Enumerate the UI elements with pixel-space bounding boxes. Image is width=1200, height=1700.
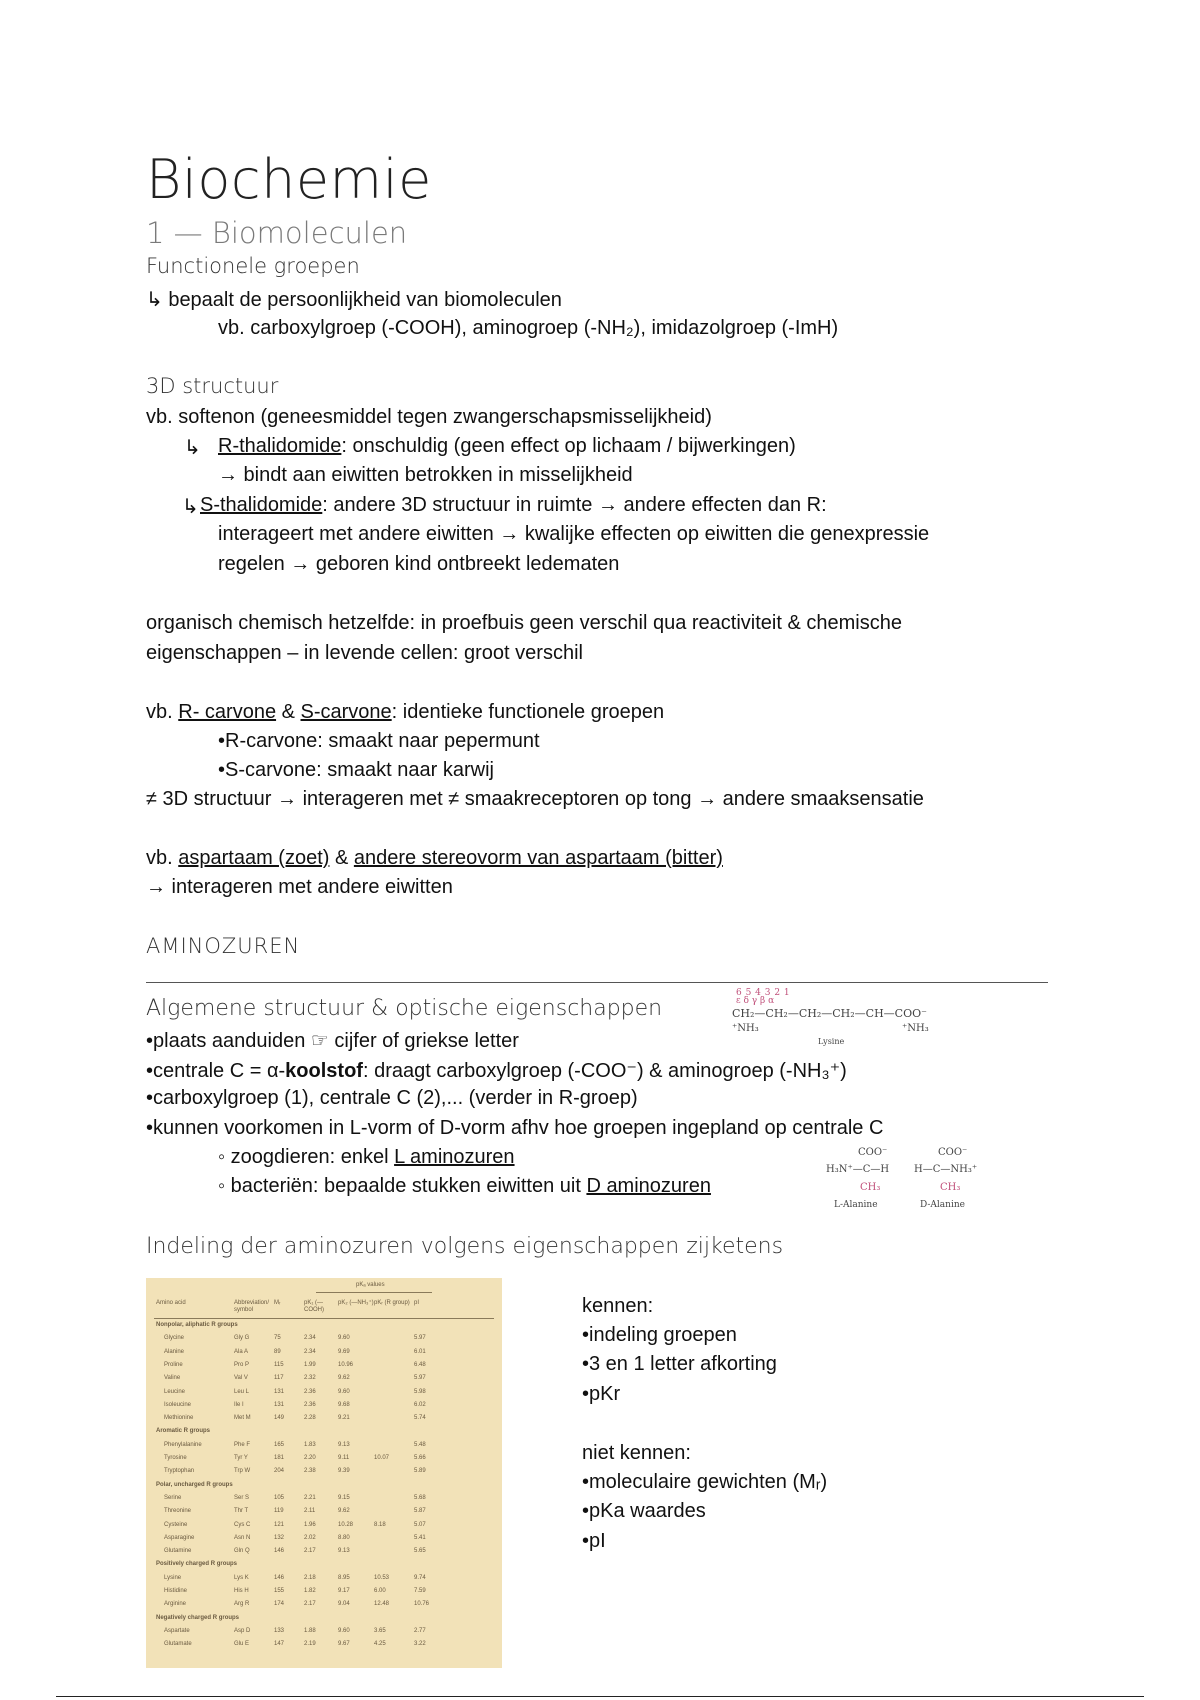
table-cell: 115 [274,1361,284,1368]
text-line: eigenschappen – in levende cellen: groot verschil [146,642,583,664]
table-cell: Asn N [234,1534,251,1541]
table-cell: 9.04 [338,1601,350,1608]
table-cell: 146 [274,1574,285,1581]
table-header-cell: Mᵣ [274,1300,281,1306]
bullet-item: •pKa waardes [582,1500,706,1522]
table-cell: 2.36 [304,1401,316,1408]
table-cell: Tryptophan [164,1468,195,1475]
table-cell: 9.11 [338,1455,350,1461]
table-cell: 2.02 [304,1534,316,1541]
table-cell: 7.59 [414,1588,426,1594]
table-rule [316,1292,432,1293]
table-cell: Arg R [234,1601,250,1608]
table-cell: 1.99 [304,1361,316,1368]
table-cell: Aspartate [164,1627,190,1634]
text-span: vb. [146,847,179,869]
lysine-structure-figure [732,988,942,1048]
bullet-item: •moleculaire gewichten (Mᵣ) [582,1471,828,1493]
r-carvone-term: R- carvone [178,701,277,723]
table-cell: Positively charged R groups [156,1561,238,1568]
table-cell: 105 [274,1494,285,1501]
text-line [146,847,723,870]
lysine-carbon-numbers: 6 5 4 3 2 1 [736,988,791,998]
bullet-item: •3 en 1 letter afkorting [582,1353,777,1375]
table-cell: 8.80 [338,1534,350,1541]
table-cell: 10.76 [414,1601,430,1608]
table-cell: 132 [274,1534,285,1541]
table-cell: 2.36 [304,1388,316,1395]
table-cell: 5.98 [414,1388,426,1395]
d-aminozuren-term: D aminozuren [586,1175,711,1197]
table-cell: 2.34 [304,1348,316,1355]
table-cell: 204 [274,1468,285,1475]
table-cell: 149 [274,1415,285,1422]
table-cell: 9.13 [338,1548,350,1555]
l-alanine-label: L-Alanine [834,1200,878,1210]
table-cell: Ser S [234,1494,250,1501]
table-cell: 131 [274,1388,285,1395]
text-span: & [276,701,301,723]
table-rule [154,1318,494,1319]
table-cell: Met M [234,1415,251,1422]
bullet-item: •indeling groepen [582,1324,737,1346]
table-cell: Serine [164,1494,182,1501]
table-cell: 121 [274,1521,285,1528]
heading-aminozuren: AMINOZUREN [146,934,301,958]
table-row [146,1548,502,1557]
text-line: ≠ 3D structuur → interageren met ≠ smaakreceptoren op tong → andere smaaksensatie [146,788,924,810]
table-row [146,1362,502,1371]
heading-3d-structuur: 3D structuur [146,374,279,398]
table-cell: 9.62 [338,1375,350,1382]
kennen-label: kennen: [582,1295,654,1317]
table-cell: 5.97 [414,1375,426,1382]
table-cell: 9.39 [338,1468,350,1475]
koolstof-term: koolstof [285,1060,363,1082]
table-cell: 10.96 [338,1361,354,1368]
table-cell: 5.48 [414,1441,426,1448]
s-thalidomide-term: S-thalidomide [200,494,323,516]
table-cell: 6.01 [414,1348,426,1355]
table-cell: 165 [274,1441,285,1448]
table-header-cell: Amino acid [156,1300,186,1306]
bullet-item: •carboxylgroep (1), centrale C (2),... (verder in R-groep) [146,1087,638,1109]
table-cell: 8.95 [338,1574,350,1581]
text-line [146,701,664,724]
d-alanine-carboxyl: COO⁻ [938,1147,968,1158]
table-row [146,1601,502,1610]
heading-algemene-structuur: Algemene structuur & optische eigenschappen [146,996,663,1021]
table-cell: 3.65 [374,1627,386,1634]
table-cell: Methionine [164,1415,194,1422]
bullet-item: •pI [582,1530,606,1552]
table-cell: 2.17 [304,1601,316,1608]
table-row [146,1495,502,1504]
table-header-cell: pI [414,1300,420,1306]
sub-bullet-item [218,1146,515,1169]
table-header-cell: pK₁ (—COOH) [304,1300,324,1313]
table-cell: Phenylalanine [164,1441,202,1448]
table-cell: Valine [164,1375,181,1382]
table-cell: 3.22 [414,1641,426,1648]
table-header-cell: pK₂ (—NH₃⁺) [338,1300,374,1306]
table-cell: Pro P [234,1361,250,1368]
table-cell: 5.89 [414,1468,426,1475]
page-title: Biochemie [146,148,432,211]
l-alanine-carboxyl: COO⁻ [858,1147,888,1158]
table-cell: Proline [164,1361,183,1368]
arrow-marker: ↳ [182,496,199,518]
table-row [146,1508,502,1517]
table-group-row [146,1428,502,1437]
table-cell: Tyrosine [164,1455,187,1461]
text-span: ◦ bacteriën: bepaalde stukken eiwitten uit [218,1175,587,1197]
text-span: : draagt carboxylgroep (-COO⁻) & aminogroep (-NH₃⁺) [362,1060,847,1082]
table-cell: 1.82 [304,1588,316,1594]
sub-bullet-item [218,1175,711,1198]
table-cell: 9.68 [338,1401,350,1408]
table-cell: Histidine [164,1588,188,1594]
table-cell: 5.87 [414,1508,426,1515]
table-cell: 2.21 [304,1494,316,1501]
heading-functionele-groepen: Functionele groepen [146,254,360,278]
l-aminozuren-term: L aminozuren [394,1146,515,1168]
table-cell: 5.07 [414,1521,426,1528]
table-cell: 2.38 [304,1468,316,1475]
table-cell: 10.07 [374,1455,390,1461]
lysine-amino-left: ⁺NH₃ [732,1023,759,1034]
heading-indeling: Indeling der aminozuren volgens eigenschappen zijketens [146,1234,784,1259]
l-alanine-methyl: CH₃ [860,1182,881,1193]
table-cell: 146 [274,1548,285,1555]
table-group-row [146,1322,502,1331]
table-cell: His H [234,1588,249,1594]
lysine-label: Lysine [818,1037,845,1046]
table-cell: 131 [274,1401,285,1408]
table-cell: 12.48 [374,1601,390,1608]
aspartaam-zoet-term: aspartaam (zoet) [178,847,330,869]
table-cell: 2.18 [304,1574,316,1581]
lysine-amino-right: ⁺NH₃ [902,1023,929,1034]
bullet-item [146,1058,847,1083]
table-cell: 9.62 [338,1508,350,1515]
l-alanine-center: H₃N⁺—C—H [826,1164,890,1175]
table-cell: 2.19 [304,1641,316,1648]
table-cell: 75 [274,1335,281,1342]
table-cell: Gly G [234,1335,250,1342]
table-cell: Cys C [234,1521,251,1528]
text-line: vb. carboxylgroep (-COOH), aminogroep (-NH₂), imidazolgroep (-ImH) [218,317,839,339]
table-cell: 155 [274,1588,285,1594]
table-cell: Lys K [234,1574,249,1581]
table-cell: 4.25 [374,1641,386,1648]
table-cell: Alanine [164,1348,185,1355]
table-cell: 10.53 [374,1574,390,1581]
chapter-subtitle: 1 — Biomoleculen [146,216,408,250]
table-cell: Threonine [164,1508,192,1515]
table-cell: 8.18 [374,1521,386,1528]
table-cell: 9.21 [338,1415,350,1422]
table-cell: Tyr Y [234,1455,248,1461]
text-span: •centrale C = α- [146,1060,286,1082]
table-cell: 6.00 [374,1588,386,1594]
table-cell: 1.88 [304,1627,316,1634]
table-cell: Polar, uncharged R groups [156,1481,233,1488]
text-line [218,435,796,458]
table-row [146,1375,502,1384]
table-cell: Aromatic R groups [156,1428,211,1435]
table-cell: 9.13 [338,1441,350,1448]
table-cell: 5.68 [414,1494,426,1501]
table-cell: 147 [274,1641,285,1648]
table-cell: 6.02 [414,1401,426,1408]
table-cell: Thr T [234,1508,249,1515]
s-carvone-term: S-carvone [300,701,392,723]
table-cell: Arginine [164,1601,187,1608]
bullet-item: •plaats aanduiden ☞ cijfer of griekse letter [146,1030,519,1052]
table-cell: Asparagine [164,1534,195,1541]
table-cell: Glutamine [164,1548,192,1555]
table-cell: 117 [274,1375,284,1382]
table-cell: Lysine [164,1574,182,1581]
table-row [146,1468,502,1477]
table-row [146,1389,502,1398]
table-cell: 2.28 [304,1415,316,1422]
niet-kennen-label: niet kennen: [582,1442,691,1464]
table-cell: 2.20 [304,1455,316,1461]
table-cell: 174 [274,1601,285,1608]
table-group-row [146,1615,502,1624]
text-span: : identieke functionele groepen [391,701,665,723]
table-cell: 2.11 [304,1508,316,1515]
table-cell: 9.69 [338,1348,350,1355]
d-alanine-methyl: CH₃ [940,1182,961,1193]
table-cell: Isoleucine [164,1401,192,1408]
aspartaam-bitter-term: andere stereovorm van aspartaam (bitter) [353,847,723,869]
table-cell: 2.77 [414,1627,426,1634]
table-cell: 9.60 [338,1627,350,1634]
table-row [146,1641,502,1650]
page-bottom-rule [56,1696,1144,1697]
table-cell: Trp W [234,1468,251,1475]
text-line: vb. softenon (geneesmiddel tegen zwangerschapsmisselijkheid) [146,406,712,428]
table-cell: 2.34 [304,1335,316,1342]
table-header-cell: Abbreviation/ symbol [234,1300,270,1313]
table-cell: 9.60 [338,1388,350,1395]
table-cell: Phe F [234,1441,251,1448]
table-top-header: pKₐ values [356,1282,385,1288]
table-group-row [146,1561,502,1570]
table-row [146,1415,502,1424]
text-line: interageert met andere eiwitten → kwalijke effecten op eiwitten die genexpressie [218,523,930,545]
table-row [146,1588,502,1597]
arrow-marker: ↳ [184,437,201,459]
table-cell: 5.97 [414,1335,426,1342]
bullet-item: •pKr [582,1383,621,1405]
table-cell: Negatively charged R groups [156,1614,240,1621]
table-cell: Val V [234,1375,248,1382]
d-alanine-label: D-Alanine [920,1200,965,1210]
table-cell: Glycine [164,1335,185,1342]
table-row [146,1522,502,1531]
table-cell: 89 [274,1348,281,1355]
table-cell: Ala A [234,1348,249,1355]
table-cell: 2.17 [304,1548,316,1555]
table-cell: 119 [274,1508,284,1515]
table-header-cell: pKᵣ (R group) [374,1300,410,1306]
text-span: vb. [146,701,179,723]
table-cell: 2.32 [304,1375,316,1382]
table-cell: Gln Q [234,1548,250,1555]
table-cell: 1.96 [304,1521,316,1528]
table-cell: 9.15 [338,1494,350,1501]
section-divider [146,982,1048,983]
table-row [146,1402,502,1411]
table-cell: 9.74 [414,1574,426,1581]
table-cell: 5.65 [414,1548,426,1555]
text-line: organisch chemisch hetzelfde: in proefbuis geen verschil qua reactiviteit & chemische [146,612,902,634]
table-cell: Nonpolar, aliphatic R groups [156,1322,238,1328]
table-cell: Cysteine [164,1521,188,1528]
table-cell: Glutamate [164,1641,192,1648]
alanine-structures-figure [820,1147,990,1227]
text-span: & [329,847,354,869]
text-line [200,494,827,517]
text-span: : onschuldig (geen effect op lichaam / bijwerkingen) [341,435,796,457]
bullet-item: •kunnen voorkomen in L-vorm of D-vorm afhv hoe groepen ingepland op centrale C [146,1117,884,1139]
lysine-greek-letters: ε δ γ β α [736,996,775,1006]
amino-acid-properties-table [146,1278,502,1668]
text-line: ↳ bepaalt de persoonlijkheid van biomoleculen [146,289,562,311]
table-cell: 133 [274,1627,285,1634]
table-row [146,1575,502,1584]
table-cell: 10.28 [338,1521,354,1528]
table-cell: 5.41 [414,1534,426,1541]
table-cell: Leu L [234,1388,250,1395]
text-span: ◦ zoogdieren: enkel [218,1146,395,1168]
table-row [146,1349,502,1358]
table-row [146,1535,502,1544]
text-line: → interageren met andere eiwitten [146,876,453,898]
table-row [146,1628,502,1637]
table-group-row [146,1482,502,1491]
table-cell: 5.66 [414,1455,426,1461]
table-row [146,1335,502,1344]
table-cell: 9.60 [338,1335,350,1342]
r-thalidomide-term: R-thalidomide [218,435,342,457]
table-cell: 9.67 [338,1641,350,1648]
d-alanine-center: H—C—NH₃⁺ [914,1164,978,1175]
table-cell: Glu E [234,1641,250,1648]
table-cell: Ile I [234,1401,244,1408]
text-span: : andere 3D structuur in ruimte → andere effecten dan R: [322,494,827,516]
table-cell: Asp D [234,1627,251,1634]
lysine-chain: CH₂—CH₂—CH₂—CH₂—CH—COO⁻ [732,1007,927,1020]
table-cell: 5.74 [414,1415,426,1422]
table-cell: 1.83 [304,1441,316,1448]
table-cell: 9.17 [338,1588,350,1594]
text-line: regelen → geboren kind ontbreekt ledematen [218,553,620,575]
table-cell: 6.48 [414,1361,426,1368]
table-row [146,1455,502,1464]
table-cell: 181 [274,1455,285,1461]
table-row [146,1442,502,1451]
text-line: → bindt aan eiwitten betrokken in misselijkheid [218,464,633,486]
bullet-item: •R-carvone: smaakt naar pepermunt [218,730,540,752]
bullet-item: •S-carvone: smaakt naar karwij [218,759,494,781]
table-cell: Leucine [164,1388,186,1395]
